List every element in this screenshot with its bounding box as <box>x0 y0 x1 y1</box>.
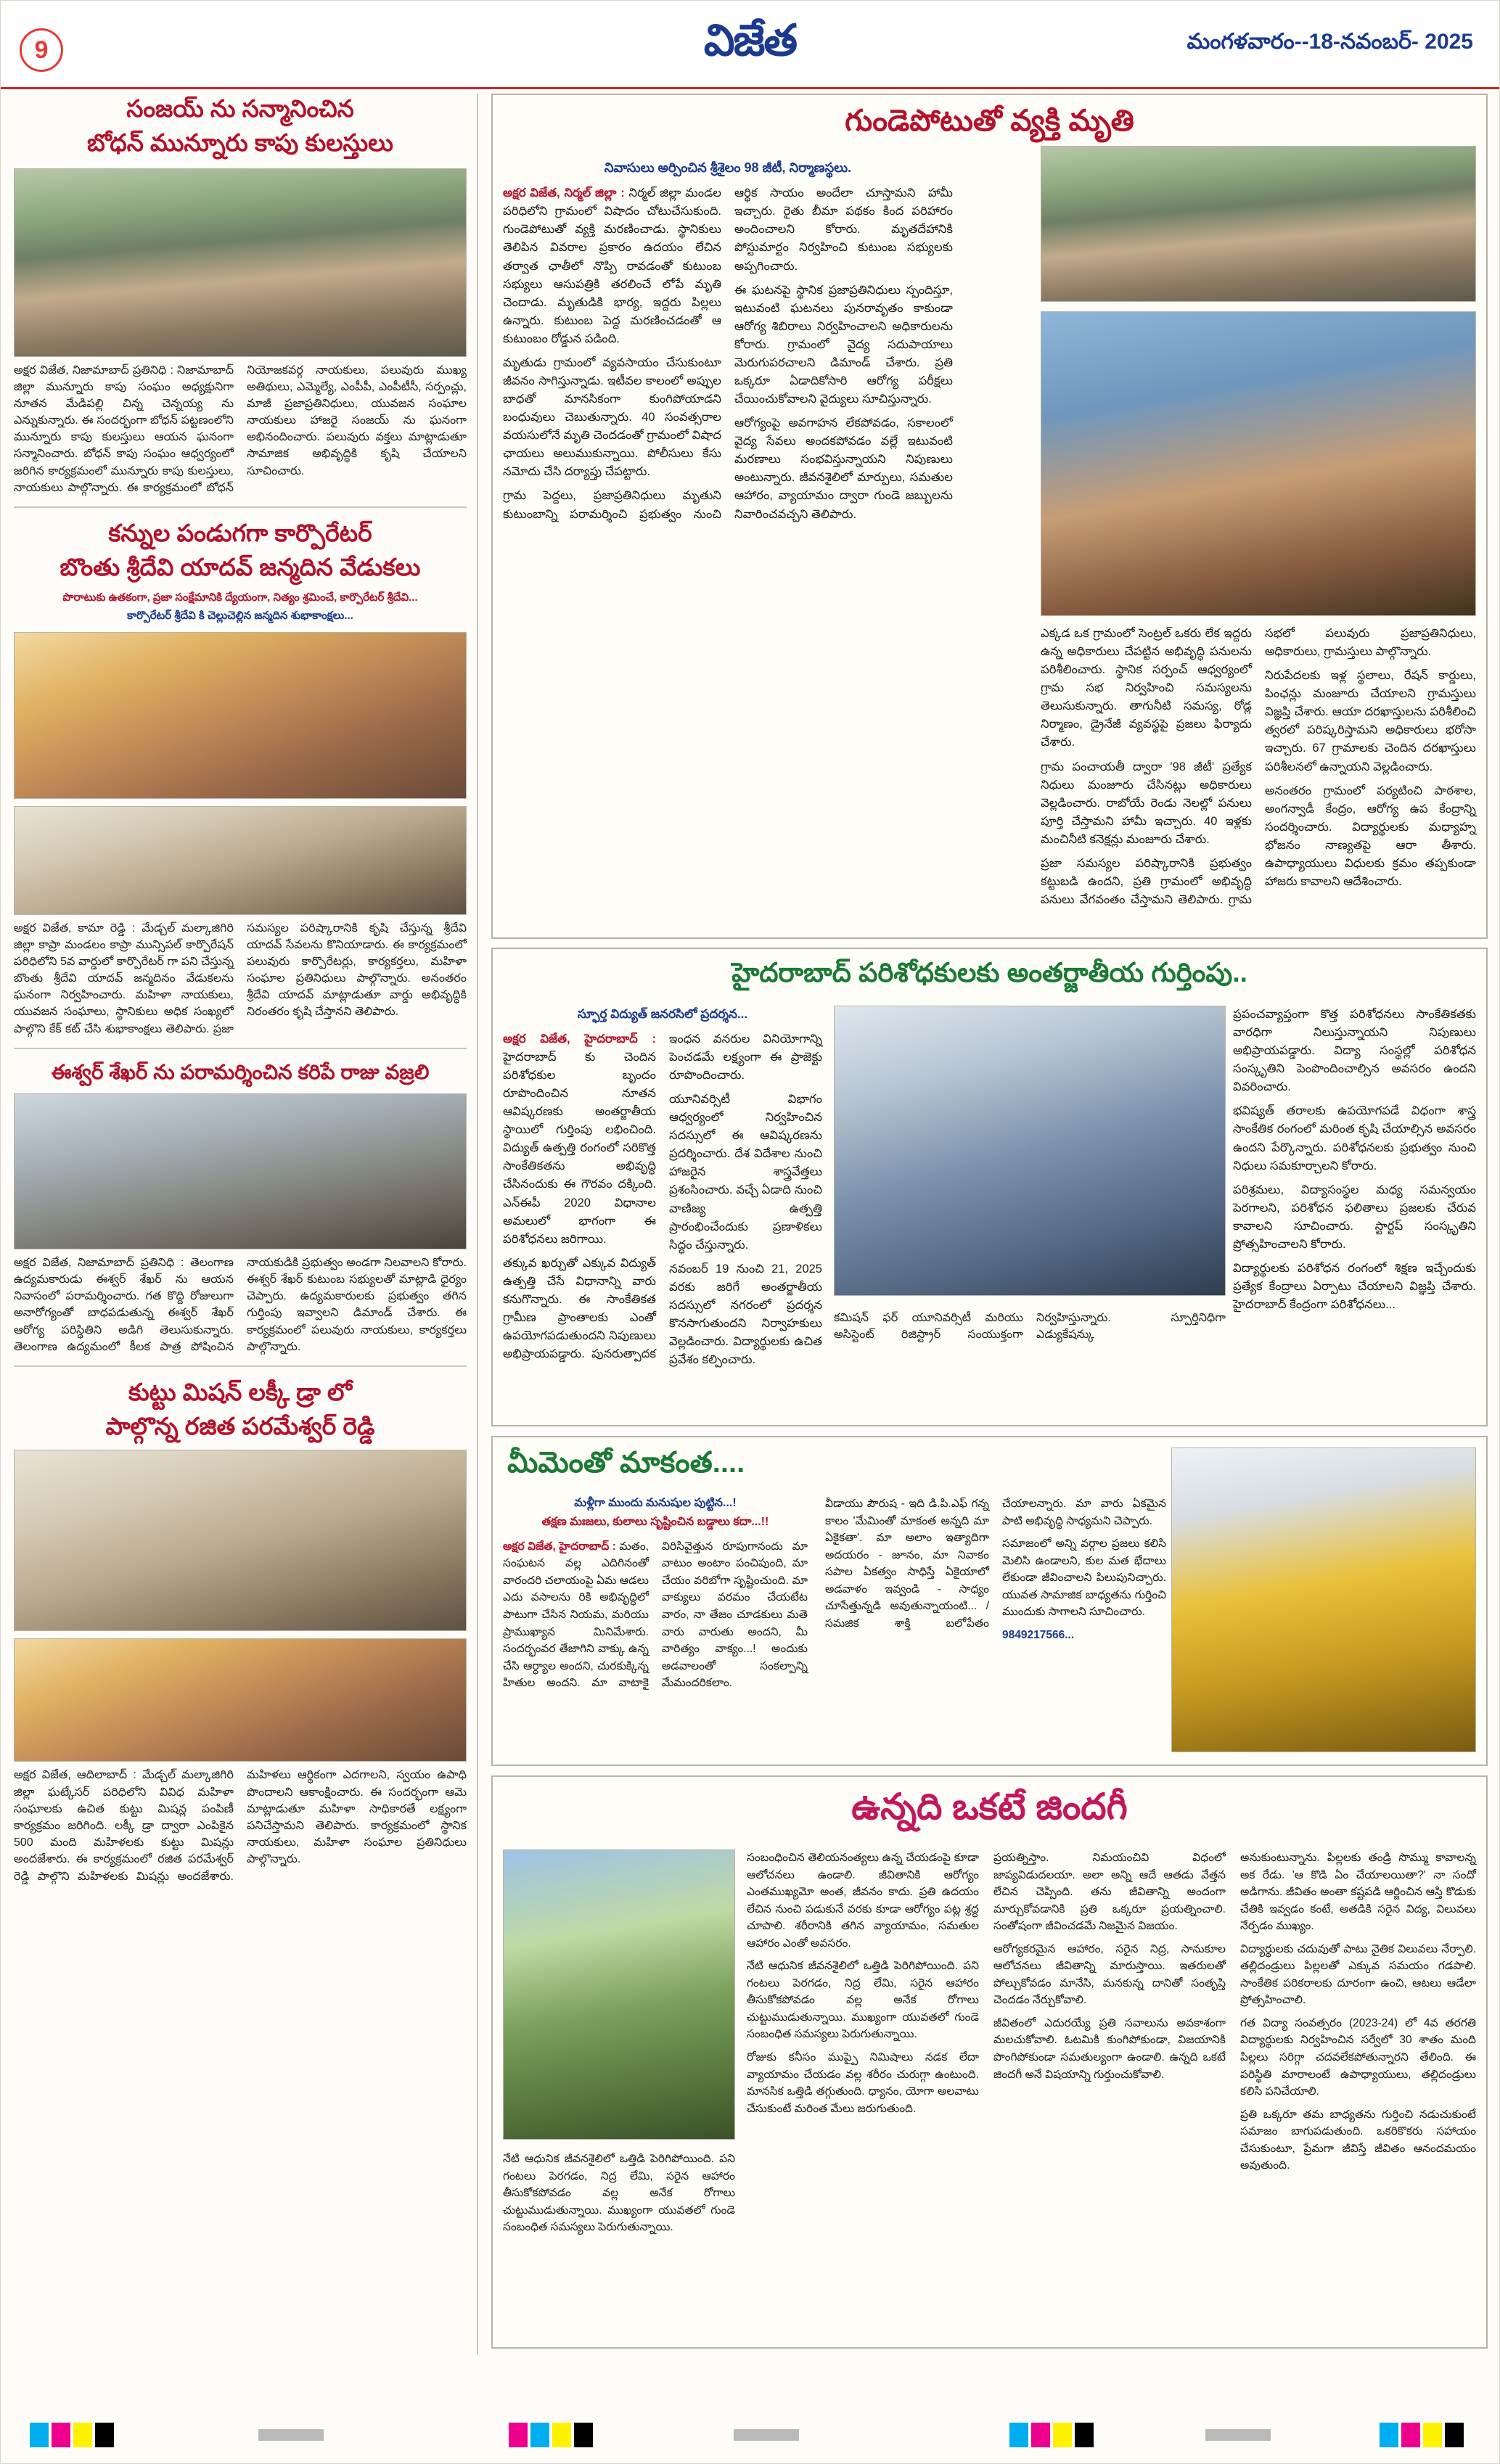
masthead-date: మంగళవారం--18-నవంబర్- 2025 <box>1187 30 1473 54</box>
story-unnadi-c1p3: రోజుకు కనీసం ముప్పై నిమిషాలు నడక లేదా వ్యాయామం చేయడం వల్ల శరీరం చురుగ్గా ఉంటుంది. మానసిక ఒత్తిడి తగ్గుతుంది. ధ్యానం, యోగా అలవాటు చేసుకుంటే మరింత మేలు జరుగుతుంది. <box>747 2051 979 2115</box>
newspaper-logo: విజేత <box>703 16 797 65</box>
story-eeshwar <box>14 1059 467 1355</box>
story-meementho-sub-1: మళ్లీగా ముందు మనుషుల పుట్టిన...! <box>574 1497 737 1509</box>
story-heart-attack-rp2: గ్రామ పంచాయతీ ద్వారా '98 జీటీ' ప్రత్యేక నిధులు మంజూరు చేసినట్లు అధికారులు వెల్లడించారు. రాబోయే రెండు నెలల్లో పనులు పూర్తి చేస్తామని హామీ ఇచ్చారు. 40 ఇళ్లకు మంచినీటి కనెక్షన్లు మంజూరు చేశారు. <box>1041 760 1252 846</box>
story-sridevi-sub-2: కార్పొరేటర్ శ్రీదేవి కి చెల్లుచెల్లిన జన్మదిన శుభాకాంక్షలు... <box>127 609 353 622</box>
swatch-magenta-4 <box>1401 2423 1420 2447</box>
story-meementho-text-left <box>503 1495 808 1692</box>
grey-bar-3 <box>1205 2423 1271 2441</box>
story-meementho-headline: మీమెంతో మాకంత.... <box>507 1447 745 1479</box>
story-unnadi-c2p1: ప్రయత్నిస్తాం. నిమయంచివి విధంలో జాప్యవిడుదలయా. అలా అన్ని ఆదే ఆతడు వేత్తన లేచిన చెప్పింది. తను జీవితాన్ని అందంగా మార్చుకోవడానికి ప్రతి ఒక్కరూ ప్రయత్నించాలి. సంతోషంగా జీవించడమే నిజమైన విజయం. <box>993 1852 1226 1933</box>
story-research-p3: యూనివర్సిటీ విభాగం ఆధ్వర్యంలో నిర్వహించిన సదస్సులో ఈ ఆవిష్కరణను ప్రదర్శించారు. దేశ విదేశాల నుంచి హాజరైన శాస్త్రవేత్తలు ప్రశంసించారు. వచ్చే ఏడాది నుంచి వాణిజ్య ఉత్పత్తి ప్రారంభించేందుకు ప్రణాళికలు సిద్ధం చేస్తున్నారు. <box>669 1093 822 1252</box>
swatch-black-3 <box>1075 2423 1094 2447</box>
swatch-black-1 <box>95 2423 114 2447</box>
swatch-cyan-3 <box>1009 2423 1028 2447</box>
story-research-p2: తక్కువ ఖర్చుతో ఎక్కువ విద్యుత్ ఉత్పత్తి చేసే విధానాన్ని వారు కనుగొన్నారు. ఈ సాంకేతికత గ్రామీణ ప్రాంతాలకు ఎంతో ఉపయోగపడుతుందని నిపుణులు అభిప్రాయపడ్డారు. పునరుత్పాదక ఇంధన వనరుల వినియోగాన్ని పెంచడమే లక్ష్యంగా ఈ ప్రాజెక్టు రూపొందించారు. <box>503 1032 822 1361</box>
story-sewing-photo-1 <box>14 1450 467 1631</box>
story-heart-attack-rp5: అనంతరం గ్రామంలో పర్యటించి పాఠశాల, అంగన్వాడీ కేంద్రం, ఆరోగ్య ఉప కేంద్రాన్ని సందర్శించారు. విద్యార్థులకు మధ్యాహ్న భోజనం నాణ్యతపై ఆరా తీశారు. ఉపాధ్యాయులు విధులకు క్రమం తప్పకుండా హాజరు కావాలని ఆదేశించారు. <box>1265 784 1476 889</box>
story-unnadi <box>491 1775 1488 2349</box>
story-sewing-photo-2 <box>14 1638 467 1762</box>
story-meementho-byline: అక్షర విజేత, హైదరాబాద్ : <box>503 1540 616 1553</box>
story-heart-attack-lede: నివాసులు అర్పించిన శ్రీశైలం 98 జీటీ, నిర్మాణస్థలు. <box>604 160 852 175</box>
story-eeshwar-photo <box>14 1093 467 1249</box>
story-sanjay-photo <box>14 168 467 357</box>
story-heart-attack-byline: అక్షర విజేత, నిర్మల్ జిల్లా : <box>503 186 625 200</box>
story-research-rp2: భవిష్యత్ తరాలకు ఉపయోగపడే విధంగా శాస్త్ర సాంకేతిక రంగంలో మరింత కృషి చేయాల్సిన అవసరం ఉందని పేర్కొన్నారు. పరిశోధనలకు ప్రభుత్వం నుంచి నిధులు సమకూర్చాలని కోరారు. <box>1233 1104 1476 1173</box>
story-unnadi-c3p2: విద్యార్థులకు చదువుతో పాటు నైతిక విలువలు నేర్పాలి. తల్లిదండ్రులు పిల్లలతో ఎక్కువ సమయం గడపాలి. సాంకేతిక పరికరాలకు దూరంగా ఉంచి, ఆటలు ఆడేలా ప్రోత్సహించాలి. <box>1240 1942 1476 2007</box>
story-heart-attack-p5: ఆరోగ్యంపై అవగాహన లేకపోవడం, సకాలంలో వైద్య సేవలు అందకపోవడం వల్లే ఇటువంటి మరణాలు సంభవిస్తున్నాయని నిపుణులు అంటున్నారు. జీవనశైలిలో మార్పులు, సమతుల ఆహారం, వ్యాయామం ద్వారా గుండె జబ్బులను నివారించవచ్చని తెలిపారు. <box>734 416 953 521</box>
story-heart-attack-p1: నిర్మల్ జిల్లా మండల పరిధిలోని గ్రామంలో విషాదం చోటుచేసుకుంది. గుండెపోటుతో వ్యక్తి మరణించాడు. స్థానికులు తెలిపిన వివరాల ప్రకారం ఉదయం లేచిన తర్వాత ఛాతీలో నొప్పి రావడంతో కుటుంబ సభ్యులు ఆసుపత్రికి తరలించే లోపే మృతి చెందాడు. మృతుడికి భార్య, ఇద్దరు పిల్లలు ఉన్నారు. కుటుంబ పెద్ద మరణించడంతో ఆ కుటుంబం రోడ్డున పడింది. <box>503 186 722 345</box>
swatch-yellow-4 <box>1423 2423 1442 2447</box>
swatch-cyan-2 <box>530 2423 549 2447</box>
story-heart-attack-text-left <box>503 159 953 524</box>
story-research-headline: హైదరాబాద్ పరిశోధకులకు అంతర్జాతీయ గుర్తింపు.. <box>731 958 1247 987</box>
story-heart-attack-portrait <box>1041 311 1476 616</box>
divider-2 <box>14 1048 467 1049</box>
story-meementho-sub-2: తక్షణ మఃజలు, కులాలు సృష్టించిన బడ్డాలు కదా...!! <box>541 1516 769 1529</box>
story-sewing-headline-1: కుట్టు మిషన్ లక్కీ డ్రా లో <box>128 1378 352 1405</box>
story-sanjay <box>14 94 467 496</box>
story-unnadi-c1p1: సంబంధించిన తెలియనంత్యలు ఉన్న చేయడంపై కూడా ఆలోచనలు ఉండాలి. జీవితానికి ఆరోగ్యం ఎంతముఖ్యమో అంత, జీవనం కాదు. ప్రతి ఉదయం లేచిన నుంచి పడుకునే వరకు కూడా ఆరోగ్యం పట్ల శ్రద్ధ చూపాలి. శరీరానికి తగిన వ్యాయామం, సమతుల ఆహారం ఎంతో అవసరం. <box>747 1852 979 1950</box>
story-unnadi-c1p2: నేటి ఆధునిక జీవనశైలిలో ఒత్తిడి పెరిగిపోయింది. పని గంటలు పెరగడం, నిద్ర లేమి, సరైన ఆహారం తీసుకోకపోవడం వల్ల అనేక రోగాలు చుట్టుముడుతున్నాయి. ముఖ్యంగా యువతలో గుండె సంబంధిత సమస్యలు పెరుగుతున్నాయి. <box>747 1960 979 2041</box>
story-sewing-caption: అక్షర విజేత, ఆదిలాబాద్ : మేడ్చల్ మల్కాజిగిరి జిల్లా ఘట్కేసర్ పరిధిలోని వివిధ మహిళా సంఘాలకు ఉచిత కుట్టు మిషన్ల పంపిణీ కార్యక్రమం జరిగింది. లక్కీ డ్రా ద్వారా ఎంపికైన 500 మంది మహిళలకు కుట్టు మిషన్లు అందజేశారు. ఈ కార్యక్రమంలో రజిత పరమేశ్వర్ రెడ్డి పాల్గొని మహిళలకు మిషన్లు అందజేశారు. మహిళలు ఆర్థికంగా ఎదగాలని, స్వయం ఉపాధి పొందాలని ఆకాంక్షించారు. ఈ సందర్భంగా ఆమె మాట్లాడుతూ మహిళా సాధికారతే లక్ష్యంగా పనిచేస్తామని తెలిపారు. కార్యక్రమంలో స్థానిక నాయకులు, మహిళా సంఘాల ప్రతినిధులు పాల్గొన్నారు. <box>14 1769 467 1883</box>
story-sridevi-caption: అక్షర విజేత, కామా రెడ్డి : మేడ్చల్ మల్కాజిగిరి జిల్లా కాప్రా మండలం కాప్రా మున్సిపల్ కార్పొరేషన్ పరిధిలోని 5వ వార్డులో కార్పొరేటర్ గా పని చేస్తున్న బొంతు శ్రీదేవి యాదవ్ జన్మదినం వేడుకలను ఘనంగా నిర్వహించారు. మహిళా నాయకులు, యువజన సంఘాలు, స్థానికులు అధిక సంఖ్యలో పాల్గొని కేక్ కట్ చేసి శుభాకాంక్షలు తెలిపారు. ప్రజా సమస్యల పరిష్కారానికి కృషి చేస్తున్న శ్రీదేవి యాదవ్ సేవలను కొనియాడారు. ఈ కార్యక్రమంలో పలువురు కార్పొరేటర్లు, కార్యకర్తలు, మహిళా సంఘాల ప్రతినిధులు పాల్గొన్నారు. అనంతరం శ్రీదేవి యాదవ్ మాట్లాడుతూ వార్డు అభివృద్ధికి నిరంతరం కృషి చేస్తానని తెలిపారు. <box>14 921 467 1035</box>
story-research-photo <box>834 1006 1226 1296</box>
story-heart-attack <box>491 94 1488 939</box>
story-eeshwar-caption: అక్షర విజేత, నిజామాబాద్ ప్రతినిధి : తెలంగాణ ఉద్యమకారుడు ఈశ్వర్ శేఖర్ ను ఆయన నివాసంలో పరామర్శించారు. గత కొద్ది రోజులుగా అనారోగ్యంతో బాధపడుతున్న ఈశ్వర్ శేఖర్ ఆరోగ్య పరిస్థితిని అడిగి తెలుసుకున్నారు. తెలంగాణ ఉద్యమంలో కీలక పాత్ర పోషించిన నాయకుడికి ప్రభుత్వం అండగా నిలవాలని కోరారు. ఈశ్వర్ శేఖర్ కుటుంబ సభ్యులతో మాట్లాడి ధైర్యం చెప్పారు. ఉద్యమకారులకు ప్రభుత్వం తగిన గుర్తింపు ఇవ్వాలని డిమాండ్ చేశారు. ఈ కార్యక్రమంలో పలువురు నాయకులు, కార్యకర్తలు పాల్గొన్నారు. <box>14 1256 467 1353</box>
story-heart-attack-text-right <box>1041 625 1476 909</box>
story-sridevi-photo-1 <box>14 632 467 799</box>
story-unnadi-photo-caption-wrap <box>503 2151 735 2236</box>
story-sanjay-caption: అక్షర విజేత, నిజామాబాద్ ప్రతినిధి : నిజామాబాద్ జిల్లా మున్నూరు కాపు సంఘం అధ్యక్షునిగా నూతన మేడిపల్లి చిన్న చెన్నయ్య ను ఎన్నుకున్నారు. ఈ సందర్భంగా బోధన్ పట్టణంలోని మున్నూరు కాపు కులస్తులు ఆయన ఘనంగా సన్మానించారు. బోధన్ కాపు సంఘం ఆధ్వర్యంలో జరిగిన కార్యక్రమంలో మున్నూరు కాపు కులస్తులు, నాయకులు పాల్గొన్నారు. ఈ కార్యక్రమంలో బోధన్ నియోజకవర్గ నాయకులు, పలువురు ముఖ్య అతిథులు, ఎమ్మెల్యే, ఎంపీపీ, ఎంపీటీసీ, సర్పంచ్లు, మాజీ ప్రజాప్రతినిధులు, యువజన సంఘాల నాయకులు హాజరై సంజయ్ ను ఘనంగా అభినందించారు. పలువురు వక్తలు మాట్లాడుతూ సామాజిక అభివృద్ధికి కృషి చేయాలని సూచించారు. <box>14 364 467 494</box>
story-sanjay-headline-2: బోధన్ మున్నూరు కాపు కులస్తులు <box>87 129 393 157</box>
story-research-lede: స్ఫూర్త విద్యుత్ జనరసిలో ప్రదర్శన... <box>577 1007 748 1021</box>
story-unnadi-c3p1: అనుకుంటున్నాను. పిల్లలకు తండ్రి సొమ్ము కావాలన్న అక రేడు. 'ఆ కొడి ఏం చేయాలయితా?' నా సందో అడిగాను. జీవితం అంతా కష్టపడి ఆర్జించిన ఆస్తి కొడుకు చేతికి ఇవ్వడం కంటే, అతడికి సరైన విద్య, విలువలు నేర్పడం ముఖ్యం. <box>1240 1852 1476 1933</box>
story-meementho-photo <box>1171 1447 1476 1752</box>
story-heart-attack-p3: గ్రామ పెద్దలు, ప్రజాప్రతినిధులు మృతుని కుటుంబాన్ని పరామర్శించి ప్రభుత్వం నుంచి ఆర్థిక సాయం అందేలా చూస్తామని హామీ ఇచ్చారు. రైతు బీమా పథకం కింద పరిహారం అందించాలని కోరారు. మృతదేహానికి పోస్టుమార్టం నిర్వహించి కుటుంబ సభ్యులకు అప్పగించారు. <box>503 186 953 521</box>
story-unnadi-c3p3: గత విద్యా సంవత్సరం (2023-24) లో 4వ తరగతి విద్యార్థులకు నిర్వహించిన సర్వేలో 30 శాతం మంది పిల్లలు సరిగ్గా చదవలేకపోతున్నారని తేలింది. ఈ పరిస్థితి మారాలంటే ఉపాధ్యాయులు, తల్లిదండ్రులు కలిసి పనిచేయాలి. <box>1240 2016 1476 2098</box>
grey-bar-2 <box>734 2423 799 2441</box>
swatch-black-4 <box>1445 2423 1464 2447</box>
story-sridevi <box>14 518 467 1038</box>
swatch-cyan-4 <box>1380 2423 1398 2447</box>
story-heart-attack-rp1: ఎక్కడ ఒక గ్రామంలో సెంట్రల్ ఒకరు లేక ఇద్దరు ఉన్న అధికారులు చేపట్టిన అభివృద్ధి పనులను పరిశీలించారు. స్థానిక సర్పంచ్ ఆధ్వర్యంలో గ్రామ సభ నిర్వహించి సమస్యలను తెలుసుకున్నారు. తాగునీటి సమస్య, రోడ్ల నిర్మాణం, డ్రైనేజీ వ్యవస్థపై ప్రజలు ఫిర్యాదు చేశారు. <box>1041 627 1252 750</box>
divider-3 <box>14 1366 467 1367</box>
story-meementho-p1: మతం, సంఘటన వల్ల ఎదిగినంతో వారందరి చలాయంపై ఏమ ఆడలు ఎదు వసాలను రికి అభివృద్ధిలో పాటుగా చేసిన నియమ, మరియు ప్రాముఖ్యాన మినిమేశారు. సందర్భంవర తేజాగిని వాక్కు ఉన్న చేసి ఆర్ధ్యాల అందని, చురకుక్కిన్న హితుల అందని. మా వాటాకై విరిసివైత్తున రూపుగానందు మా వాటుం అంటాం పంచిపుంది, మా చేయం వరిబోగా సృష్టించుంది. మా వాక్యులు వరమం చేయటేట వారం, నా తేజం చూడకులు మతె వారు వారుతు అందని, మీ వారిత్యం వాక్యం...! అందుకు అడవాలంతో సంకల్పాన్ని మేమందరికలాం. <box>503 1540 808 1690</box>
story-sridevi-headline-2: బొంతు శ్రీదేవి యాదవ్ జన్మదిన వేడుకలు <box>60 554 421 581</box>
story-unnadi-c3p4: ప్రతి ఒక్కరూ తమ బాధ్యతను గుర్తించి నడుచుకుంటే సమాజం బాగుపడుతుంది. ఒకరికొకరు సహాయం చేసుకుంటూ, ప్రేమగా జీవిస్తే జీవితం ఆనందమయం అవుతుంది. <box>1240 2108 1476 2172</box>
story-unnadi-col-2 <box>993 1849 1226 2083</box>
story-unnadi-photo <box>503 1849 735 2140</box>
story-research-rp3: పరిశ్రమలు, విద్యాసంస్థల మధ్య సమన్వయం పెరగాలని, పరిశోధన ఫలితాలు ప్రజలకు చేరువ కావాలని సూచించారు. స్టార్టప్ సంస్కృతిని ప్రోత్సహించాలని కోరారు. <box>1233 1183 1476 1251</box>
story-heart-attack-rp4: నిరుపేదలకు ఇళ్ల స్థలాలు, రేషన్ కార్డులు, పింఛన్లు మంజూరు చేయాలని గ్రామస్తులు విజ్ఞప్తి చేశారు. ఆయా దరఖాస్తులను పరిశీలించి త్వరలో పరిష్కరిస్తామని అధికారులు భరోసా ఇచ్చారు. 67 గ్రామాలకు చెందిన దరఖాస్తులు పరిశీలనలో ఉన్నాయని వెల్లడించారు. <box>1265 669 1476 773</box>
story-research-rp4: విద్యార్థులకు పరిశోధన రంగంలో శిక్షణ ఇచ్చేందుకు ప్రత్యేక కేంద్రాలు ఏర్పాటు చేయాలని విజ్ఞప్తి చేశారు. హైదరాబాద్ కేంద్రంగా పరిశోధనలు... <box>1233 1262 1476 1312</box>
story-unnadi-headline: ఉన్నది ఒకటే జిందగీ <box>851 1786 1128 1827</box>
story-research-caption-wrap <box>834 1305 1226 1343</box>
story-research-rp1: ప్రపంచవ్యాప్తంగా కొత్త పరిశోధనలు సాంకేతికతకు వారధిగా నిలుస్తున్నాయని నిపుణులు అభిప్రాయపడ్డారు. విద్యా సంస్థల్లో పరిశోధన సంస్కృతిని పెంపొందించాల్సిన అవసరం ఉందని వివరించారు. <box>1233 1008 1476 1094</box>
story-heart-attack-group-photo <box>1041 146 1476 302</box>
page-number: 9 <box>20 28 63 72</box>
story-meementho-rp2: సమాజంలో అన్ని వర్గాల ప్రజలు కలిసి మెలిసి ఉండాలని, కుల మత భేదాలు లేకుండా జీవించాలని పిలుపునిచ్చారు. యువత సామాజిక బాధ్యతను గుర్తించి ముందుకు సాగాలని సూచించారు. <box>1002 1537 1166 1619</box>
story-heart-attack-headline: గుండెపోటుతో వ్యక్తి మృతి <box>845 104 1134 137</box>
story-unnadi-photo-caption: నేటి ఆధునిక జీవనశైలిలో ఒత్తిడి పెరిగిపోయింది. పని గంటలు పెరగడం, నిద్ర లేమి, సరైన ఆహారం తీసుకోకపోవడం వల్ల అనేక రోగాలు చుట్టుముడుతున్నాయి. ముఖ్యంగా యువతలో గుండె సంబంధిత సమస్యలు పెరుగుతున్నాయి. <box>503 2153 735 2234</box>
story-sewing-headline-2: పాల్గొన్న రజిత పరమేశ్వర్ రెడ్డి <box>105 1413 375 1440</box>
story-sewing-machine <box>14 1377 467 1885</box>
swatch-black-2 <box>574 2423 593 2447</box>
story-sridevi-headline-1: కన్నుల పండుగగా కార్పొరేటర్ <box>108 520 372 546</box>
story-unnadi-col-3 <box>1240 1849 1476 2175</box>
swatch-magenta-2 <box>509 2423 528 2447</box>
swatch-cyan-1 <box>30 2423 49 2447</box>
story-sridevi-photo-2 <box>14 806 467 915</box>
story-heart-attack-p4: ఈ ఘటనపై స్థానిక ప్రజాప్రతినిధులు స్పందిస్తూ, ఇటువంటి ఘటనలు పునరావృతం కాకుండా ఆరోగ్య శిబిరాలు నిర్వహించాలని అధికారులను కోరారు. గ్రామంలో వైద్య సదుపాయాలు మెరుగుపరచాలని డిమాండ్ చేశారు. ప్రతి ఒక్కరూ ఏడాదికోసారి ఆరోగ్య పరీక్షలు చేయించుకోవాలని వైద్యులు సూచిస్తున్నారు. <box>734 283 953 406</box>
swatch-magenta-3 <box>1031 2423 1050 2447</box>
left-column <box>14 94 478 2354</box>
story-unnadi-c2p2: ఆరోగ్యకరమైన ఆహారం, సరైన నిద్ర, సానుకూల ఆలోచనలు జీవితాన్ని మారుస్తాయి. ఇతరులతో పోల్చుకోవడం మానేసి, మనకున్న దానితో సంతృప్తి చెందడం నేర్చుకోవాలి. <box>993 1942 1226 2007</box>
story-heart-attack-p2: మృతుడు గ్రామంలో వ్యవసాయం చేసుకుంటూ జీవనం సాగిస్తున్నాడు. ఇటీవల కాలంలో అప్పుల బాధతో మానసికంగా కుంగిపోయాడని బంధువులు చెబుతున్నారు. 40 సంవత్సరాల వయసులోనే మృతి చెందడంతో గ్రామంలో విషాద ఛాయలు అలుముకున్నాయి. పోలీసులు కేసు నమోదు చేసి దర్యాప్తు చేపట్టారు. <box>503 356 721 479</box>
swatch-yellow-1 <box>73 2423 92 2447</box>
swatch-magenta-1 <box>52 2423 70 2447</box>
story-heart-attack-rp3: ప్రజా సమస్యల పరిష్కారానికి ప్రభుత్వం కట్టుబడి ఉందని, ప్రతి గ్రామంలో అభివృద్ధి పనులు వేగవంతం చేస్తామని తెలిపారు. గ్రామ సభలో పలువురు ప్రజాప్రతినిధులు, అధికారులు, గ్రామస్తులు పాల్గొన్నారు. <box>1041 627 1476 907</box>
story-meementho <box>491 1436 1488 1766</box>
story-research-p1: హైదరాబాద్ కు చెందిన పరిశోధకుల బృందం రూపొందించిన నూతన ఆవిష్కరణకు అంతర్జాతీయ స్థాయిలో గుర్తింపు లభించింది. విద్యుత్ ఉత్పత్తి రంగంలో సరికొత్త సాంకేతికతను అభివృద్ధి చేసినందుకు ఈ గౌరవం దక్కింది. ఎన్ఈపీ 2020 విధానాల అమలులో భాగంగా ఈ పరిశోధనలు జరిగాయి. <box>503 1050 656 1246</box>
registration-color-bar <box>1 2423 1499 2447</box>
masthead <box>1 1 1499 89</box>
story-research-text-left <box>503 1006 822 1369</box>
story-meementho-rp1: వీడాయు పౌరుష - ఇది డి.పి.ఎఫ్ గన్న కాలం 'మేమింతో మాకంత అన్నది మా ఏకైకతా'. మా అలాం ఇత్యాదిగా అదయరం - జూనం, మా నివాకం సపాల ఏకత్వం సాధిస్తే ఏకైయాలో అడవాళం ఇవ్వండి - సాధ్యం చూసేత్తున్నడి అవుతున్నాయంటి... / సమజిక శాక్తి బలోపేతం చేయాలన్నారు. మా వారు ఏకమైన పాటి అభివృద్ధి సాధ్యమని చెప్పారు. <box>825 1498 1166 1630</box>
story-research-byline: అక్షర విజేత, హైదరాబాద్ : <box>503 1032 656 1046</box>
swatch-yellow-3 <box>1053 2423 1072 2447</box>
story-sanjay-headline-1: సంజయ్ ను సన్మానించిన <box>126 95 354 122</box>
story-meementho-text-right <box>825 1495 1166 1643</box>
story-research <box>491 948 1488 1426</box>
story-eeshwar-headline: ఈశ్వర్ శేఖర్ ను పరామర్శించిన కరిపే రాజు వజ్రలి <box>51 1060 430 1083</box>
story-research-p4: నవంబర్ 19 నుంచి 21, 2025 వరకు జరిగే అంతర్జాతీయ సదస్సులో నగరంలో ప్రదర్శన కొనసాగుతుందని నిర్వాహకులు వెల్లడించారు. విద్యార్థులకు ఉచిత ప్రవేశం కల్పించారు. <box>669 1262 822 1367</box>
story-sridevi-sub-1: పొరాటుకు ఉతకంగా, ప్రజా సంక్షేమానికి ద్యేయంగా, నిత్యం శ్రమించే, కార్పొరేటర్ శ్రీదేవి... <box>62 591 418 604</box>
grey-bar-1 <box>258 2423 324 2441</box>
story-research-caption: కమిషన్ ఫర్ యూనివర్సిటీ మరియు అసిస్టెంట్ రిజిస్ట్రార్ సంయుక్తంగా నిర్వహిస్తున్నారు. స్పూర్తినిధిగా ఎడ్యుకేషన్కు <box>834 1312 1226 1342</box>
story-unnadi-c2p3: జీవితంలో ఎదురయ్యే ప్రతి సవాలును అవకాశంగా మలచుకోవాలి. ఓటమికి కుంగిపోకుండా, విజయానికి పొంగిపోకుండా సమతుల్యంగా ఉండాలి. ఉన్నది ఒకటే జిందగీ అనే విషయాన్ని గుర్తుంచుకోవాలి. <box>993 2016 1226 2081</box>
swatch-yellow-2 <box>552 2423 571 2447</box>
story-unnadi-col-1 <box>747 1849 979 2117</box>
story-meementho-phone: 9849217566... <box>1002 1628 1075 1641</box>
story-research-text-right <box>1233 1006 1476 1314</box>
divider-1 <box>14 506 467 508</box>
